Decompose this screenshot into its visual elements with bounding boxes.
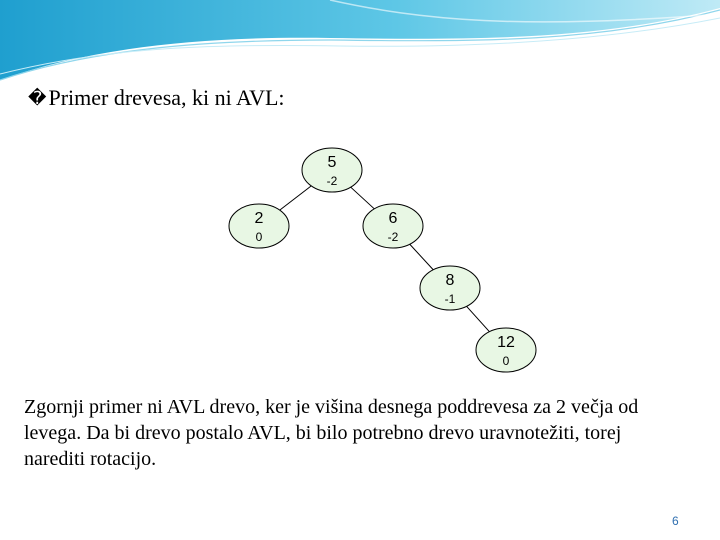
tree-edge-6-8 [410, 244, 433, 270]
tree-node-balance: -2 [387, 230, 399, 244]
tree-node-6 [363, 204, 423, 248]
tree-node-balance: 0 [502, 354, 510, 368]
body-paragraph: Zgornji primer ni AVL drevo, ker je višina desnega poddrevesa za 2 večja od levega. Da bi drevo postalo AVL, bi bilo potrebno drevo uravnotežiti, torej narediti rotacijo. [24, 396, 639, 470]
tree-nodes [229, 148, 536, 372]
tree-node-8 [420, 266, 480, 310]
tree-edge-8-12 [467, 306, 490, 331]
tree-node-key: 6 [388, 210, 398, 227]
tree-node-balance: 0 [255, 230, 263, 244]
tree-node-key: 12 [497, 334, 515, 351]
tree-edge-5-6 [351, 187, 375, 209]
tree-node-key: 8 [445, 272, 455, 289]
title-bullet-icon: � [28, 87, 47, 109]
tree-node-key: 5 [327, 154, 337, 171]
tree-node-5 [302, 148, 362, 192]
slide-title-text: Primer drevesa, ki ni AVL: [48, 85, 285, 110]
tree-node-12 [476, 328, 536, 372]
tree-node-balance: -1 [444, 292, 456, 306]
tree-node-key: 2 [254, 210, 264, 227]
page-number: 6 [672, 514, 679, 528]
tree-node-2 [229, 204, 289, 248]
tree-node-balance: -2 [326, 174, 338, 188]
tree-edge-5-2 [280, 186, 312, 210]
